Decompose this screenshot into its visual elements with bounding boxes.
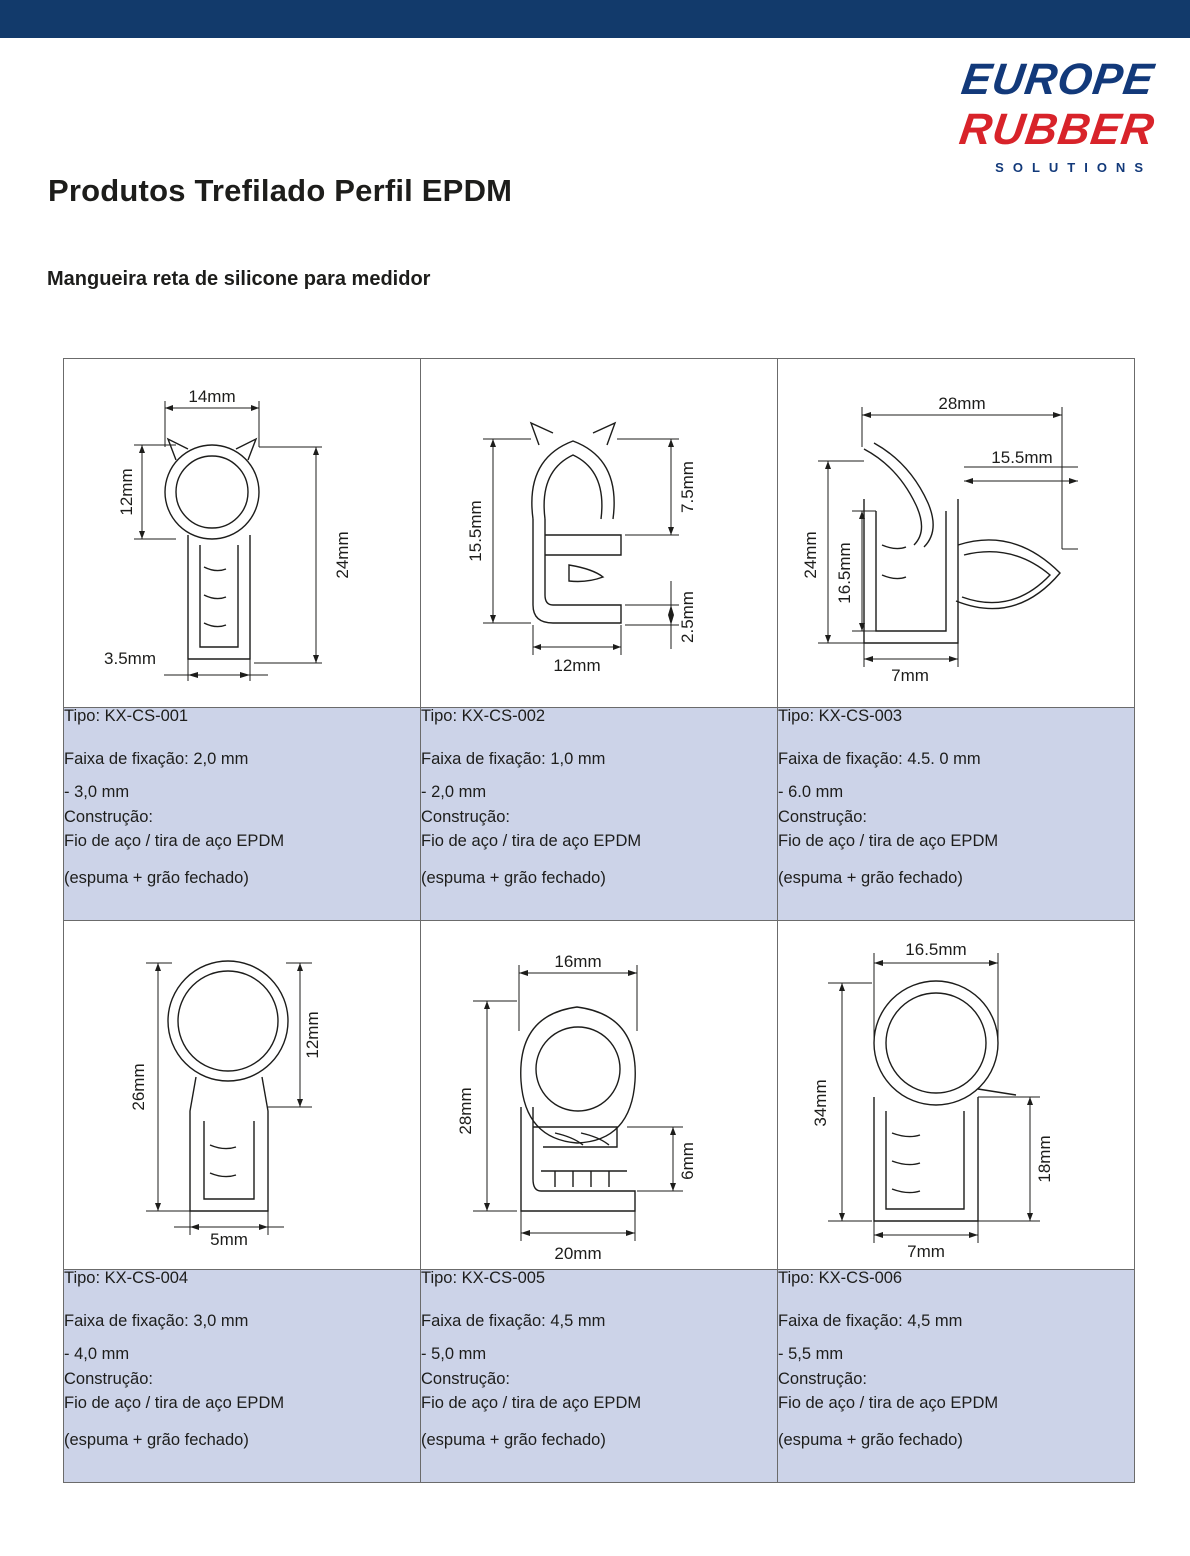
- dim-label: 15.5mm: [991, 448, 1053, 467]
- dim-label: 26mm: [129, 1063, 148, 1111]
- product-construction-label: Construção:: [421, 807, 510, 826]
- product-table: [63, 358, 1135, 1483]
- product-range-line2: - 6.0 mm: [778, 783, 844, 801]
- profile-drawing-1: [64, 359, 420, 707]
- product-cell-6: [778, 921, 1135, 1270]
- company-logo: [869, 55, 1158, 175]
- product-cell-2: [421, 359, 778, 708]
- product-info-5: [421, 1270, 778, 1483]
- product-range-line1: Faixa de fixação: 4,5 mm: [421, 1311, 606, 1330]
- product-info-6: [778, 1270, 1135, 1483]
- dim-label: 7mm: [891, 666, 929, 685]
- profile-drawing-3: [778, 359, 1134, 707]
- dim-label: 16.5mm: [905, 940, 967, 959]
- product-construction-line2: (espuma + grão fechado): [421, 868, 606, 887]
- product-range-line1: Faixa de fixação: 2,0 mm: [64, 749, 249, 768]
- table-row-text-2: [64, 1270, 1135, 1483]
- profile-svg-6: [778, 921, 1134, 1269]
- dim-label: 28mm: [456, 1087, 475, 1135]
- product-cell-1: [64, 359, 421, 708]
- profile-drawing-2: [421, 359, 777, 707]
- dim-label: 28mm: [938, 394, 986, 413]
- product-cell-4: [64, 921, 421, 1270]
- product-type: Tipo: KX-CS-003: [778, 707, 903, 725]
- dim-label: 24mm: [801, 531, 820, 579]
- profile-svg-5: [421, 921, 777, 1269]
- product-construction-line1: Fio de aço / tira de aço EPDM: [64, 832, 285, 850]
- profile-svg-3: [778, 359, 1134, 707]
- product-construction-line1: Fio de aço / tira de aço EPDM: [421, 1394, 642, 1412]
- product-range-line2: - 5,5 mm: [778, 1345, 844, 1363]
- product-info-2: [421, 708, 778, 921]
- dim-label: 34mm: [811, 1079, 830, 1127]
- table-row-text-1: [64, 708, 1135, 921]
- dim-label: 14mm: [188, 387, 236, 406]
- product-construction-label: Construção:: [421, 1369, 510, 1388]
- page-title: Produtos Trefilado Perfil EPDM: [48, 173, 513, 208]
- product-construction-line1: Fio de aço / tira de aço EPDM: [778, 1394, 999, 1412]
- product-construction-line1: Fio de aço / tira de aço EPDM: [64, 1394, 285, 1412]
- profile-drawing-6: [778, 921, 1134, 1269]
- product-construction-line2: (espuma + grão fechado): [778, 868, 963, 887]
- product-range-line2: - 3,0 mm: [64, 783, 130, 801]
- profile-svg-2: [421, 359, 777, 707]
- product-type: Tipo: KX-CS-004: [64, 1269, 189, 1287]
- dim-label: 15.5mm: [466, 500, 485, 562]
- top-decorative-bar: [0, 0, 1190, 38]
- product-construction-label: Construção:: [778, 1369, 867, 1388]
- product-construction-line1: Fio de aço / tira de aço EPDM: [421, 832, 642, 850]
- dim-label: 20mm: [554, 1244, 602, 1263]
- product-info-1: [64, 708, 421, 921]
- logo-word-rubber: RUBBER: [956, 105, 1158, 154]
- product-range-line2: - 2,0 mm: [421, 783, 487, 801]
- profile-drawing-5: [421, 921, 777, 1269]
- product-construction-label: Construção:: [778, 807, 867, 826]
- dim-label: 7mm: [907, 1242, 945, 1261]
- dim-label: 7.5mm: [678, 461, 697, 513]
- profile-drawing-4: [64, 921, 420, 1269]
- dim-label: 18mm: [1035, 1135, 1054, 1183]
- logo-word-europe: EUROPE: [958, 55, 1158, 104]
- dim-label: 12mm: [553, 656, 601, 675]
- product-info-3: [778, 708, 1135, 921]
- product-range-line1: Faixa de fixação: 4,5 mm: [778, 1311, 963, 1330]
- product-construction-line1: Fio de aço / tira de aço EPDM: [778, 832, 999, 850]
- dim-label: 2.5mm: [678, 591, 697, 643]
- table-row-images-1: [64, 359, 1135, 708]
- dim-label: 5mm: [210, 1230, 248, 1249]
- profile-svg-1: [64, 359, 420, 707]
- product-type: Tipo: KX-CS-006: [778, 1269, 903, 1287]
- product-type: Tipo: KX-CS-001: [64, 707, 189, 725]
- page-subtitle: Mangueira reta de silicone para medidor: [47, 268, 431, 290]
- dim-label: 3.5mm: [104, 649, 156, 668]
- profile-svg-4: [64, 921, 420, 1269]
- dim-label: 12mm: [303, 1011, 322, 1059]
- product-range-line2: - 5,0 mm: [421, 1345, 487, 1363]
- product-cell-3: [778, 359, 1135, 708]
- product-range-line1: Faixa de fixação: 1,0 mm: [421, 749, 606, 768]
- table-row-images-2: [64, 921, 1135, 1270]
- product-construction-line2: (espuma + grão fechado): [64, 1430, 249, 1449]
- dim-label: 12mm: [117, 468, 136, 516]
- dim-label: 16mm: [554, 952, 602, 971]
- product-construction-line2: (espuma + grão fechado): [64, 868, 249, 887]
- product-construction-label: Construção:: [64, 807, 153, 826]
- product-range-line1: Faixa de fixação: 3,0 mm: [64, 1311, 249, 1330]
- dim-label: 6mm: [678, 1142, 697, 1180]
- product-range-line1: Faixa de fixação: 4.5. 0 mm: [778, 749, 981, 768]
- product-type: Tipo: KX-CS-002: [421, 707, 546, 725]
- product-info-4: [64, 1270, 421, 1483]
- product-construction-line2: (espuma + grão fechado): [421, 1430, 606, 1449]
- product-construction-line2: (espuma + grão fechado): [778, 1430, 963, 1449]
- product-cell-5: [421, 921, 778, 1270]
- product-construction-label: Construção:: [64, 1369, 153, 1388]
- product-type: Tipo: KX-CS-005: [421, 1269, 546, 1287]
- product-range-line2: - 4,0 mm: [64, 1345, 130, 1363]
- dim-label: 16.5mm: [835, 542, 854, 604]
- logo-word-solutions: SOLUTIONS: [995, 160, 1152, 175]
- dim-label: 24mm: [333, 531, 352, 579]
